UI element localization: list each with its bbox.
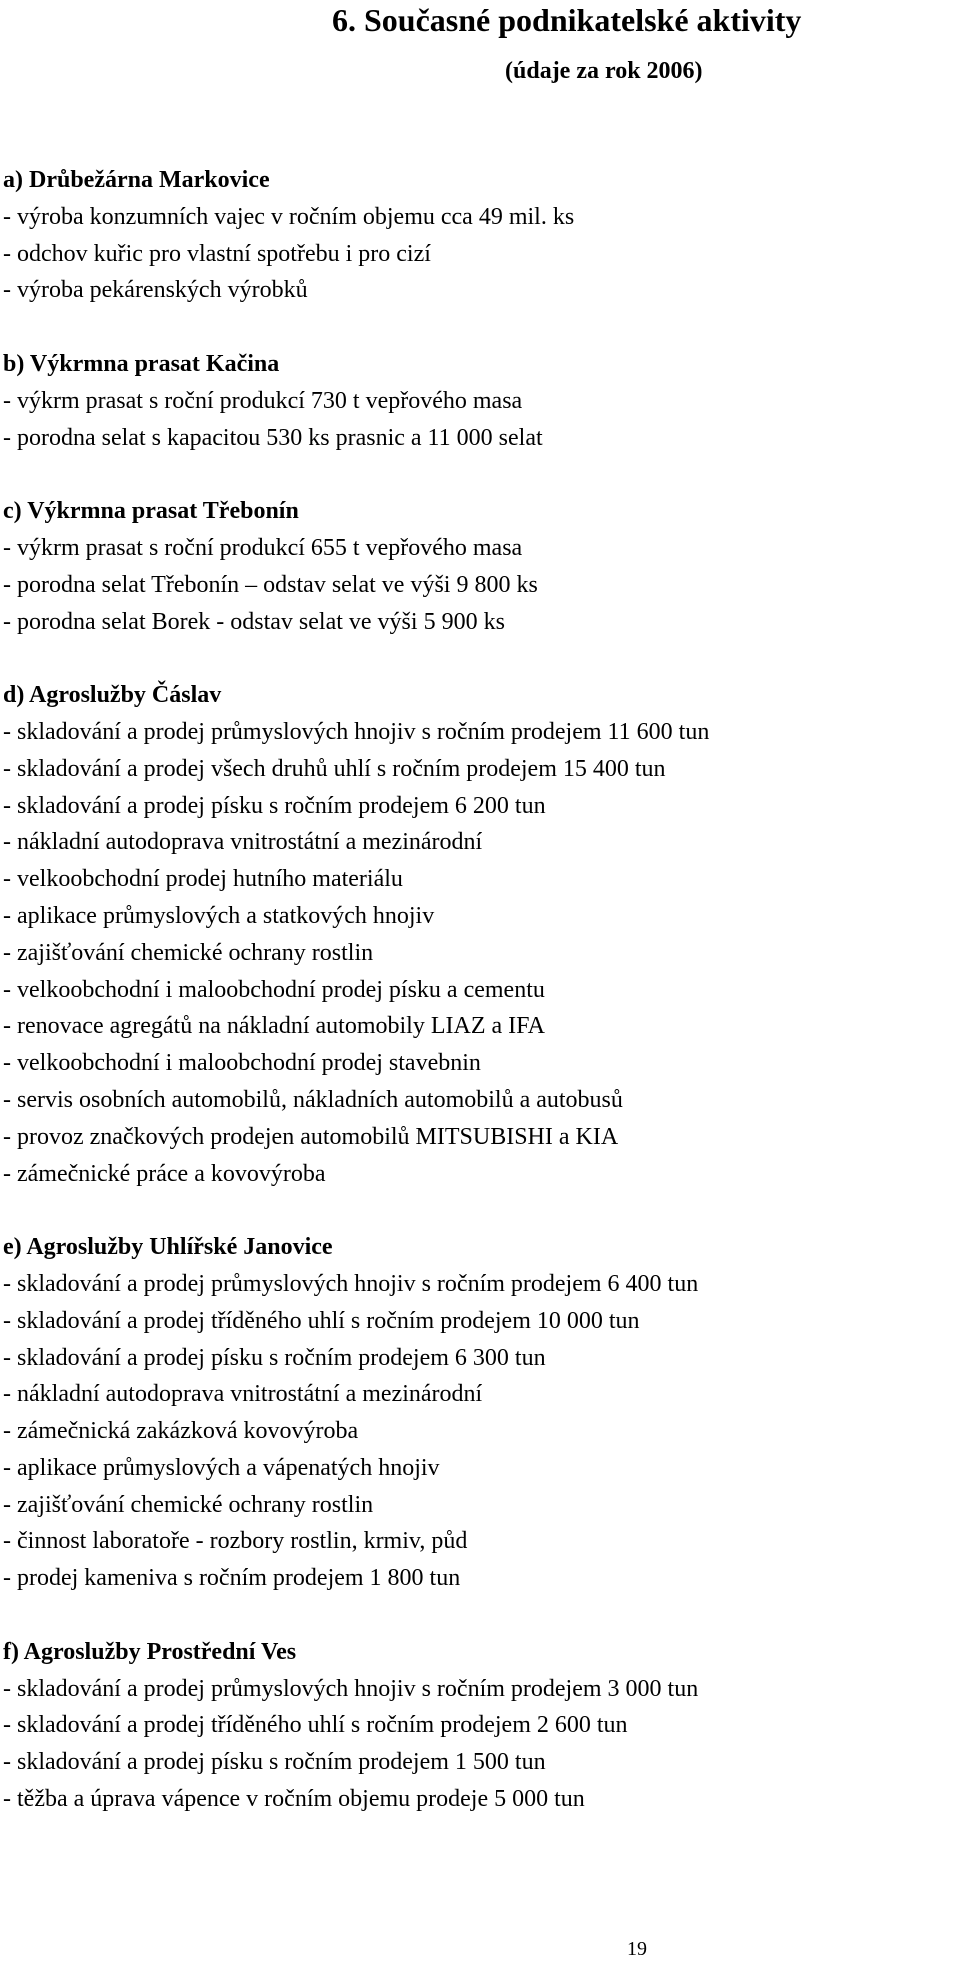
list-item: - skladování a prodej písku s ročním prodejem 1 500 tun: [3, 1749, 546, 1776]
list-item: - skladování a prodej průmyslových hnojiv s ročním prodejem 3 000 tun: [3, 1675, 699, 1702]
page-number: 19: [627, 1938, 647, 1960]
section-vykrmna-trebonin: [3, 493, 953, 640]
list-item: - zámečnické práce a kovovýroba: [3, 1160, 326, 1187]
list-item: - zajišťování chemické ochrany rostlin: [3, 1491, 374, 1518]
list-item: - porodna selat Borek - odstav selat ve výši 5 900 ks: [3, 608, 505, 635]
list-item: - aplikace průmyslových a vápenatých hnojiv: [3, 1454, 440, 1481]
list-item: - skladování a prodej průmyslových hnojiv s ročním prodejem 11 600 tun: [3, 718, 710, 745]
list-item: - velkoobchodní i maloobchodní prodej písku a cementu: [3, 976, 545, 1003]
list-item: - těžba a úprava vápence v ročním objemu prodeje 5 000 tun: [3, 1786, 585, 1813]
list-item: - nákladní autodoprava vnitrostátní a mezinárodní: [3, 1381, 483, 1408]
section-agrosluzby-uhlirske-janovice: [3, 1229, 953, 1597]
list-item: - činnost laboratoře - rozbory rostlin, krmiv, půd: [3, 1528, 468, 1555]
list-item: - velkoobchodní prodej hutního materiálu: [3, 866, 403, 893]
list-item: - renovace agregátů na nákladní automobily LIAZ a IFA: [3, 1013, 546, 1040]
section-heading: f) Agroslužby Prostřední Ves: [3, 1638, 297, 1665]
section-agrosluzby-caslav: [3, 677, 953, 1192]
list-item: - skladování a prodej tříděného uhlí s ročním prodejem 10 000 tun: [3, 1307, 640, 1334]
section-heading: b) Výkrmna prasat Kačina: [3, 350, 280, 377]
section-heading: a) Drůbežárna Markovice: [3, 167, 270, 193]
list-item: - zámečnická zakázková kovovýroba: [3, 1418, 359, 1445]
section-agrosluzby-prostredni-ves: [3, 1634, 953, 1818]
section-heading: c) Výkrmna prasat Třebonín: [3, 498, 299, 525]
section-heading: e) Agroslužby Uhlířské Janovice: [3, 1234, 333, 1261]
list-item: - provoz značkových prodejen automobilů MITSUBISHI a KIA: [3, 1123, 619, 1150]
list-item: - prodej kameniva s ročním prodejem 1 800 tun: [3, 1565, 461, 1592]
document-body: [3, 162, 953, 1855]
list-item: - nákladní autodoprava vnitrostátní a mezinárodní: [3, 829, 483, 856]
section-heading: d) Agroslužby Čáslav: [3, 682, 222, 709]
page-subtitle: (údaje za rok 2006): [505, 58, 703, 84]
list-item: - výkrm prasat s roční produkcí 730 t vepřového masa: [3, 387, 523, 414]
list-item: - skladování a prodej všech druhů uhlí s ročním prodejem 15 400 tun: [3, 755, 666, 782]
list-item: - skladování a prodej písku s ročním prodejem 6 300 tun: [3, 1344, 546, 1371]
list-item: - odchov kuřic pro vlastní spotřebu i pro cizí: [3, 240, 431, 267]
list-item: - výroba pekárenských výrobků: [3, 277, 308, 304]
list-item: - zajišťování chemické ochrany rostlin: [3, 939, 374, 966]
list-item: - porodna selat s kapacitou 530 ks prasnic a 11 000 selat: [3, 424, 543, 451]
list-item: - servis osobních automobilů, nákladních automobilů a autobusů: [3, 1086, 623, 1113]
list-item: - porodna selat Třebonín – odstav selat ve výši 9 800 ks: [3, 571, 538, 598]
list-item: - skladování a prodej tříděného uhlí s ročním prodejem 2 600 tun: [3, 1712, 628, 1739]
list-item: - skladování a prodej písku s ročním prodejem 6 200 tun: [3, 792, 546, 819]
list-item: - skladování a prodej průmyslových hnojiv s ročním prodejem 6 400 tun: [3, 1270, 699, 1297]
list-item: - velkoobchodní i maloobchodní prodej stavebnin: [3, 1050, 481, 1077]
list-item: - výkrm prasat s roční produkcí 655 t vepřového masa: [3, 534, 523, 561]
section-vykrmna-kacina: [3, 346, 953, 456]
list-item: - aplikace průmyslových a statkových hnojiv: [3, 902, 435, 929]
section-drubezarna-markovice: [3, 162, 953, 309]
page-title: 6. Současné podnikatelské aktivity: [332, 2, 802, 38]
list-item: - výroba konzumních vajec v ročním objemu cca 49 mil. ks: [3, 203, 575, 230]
